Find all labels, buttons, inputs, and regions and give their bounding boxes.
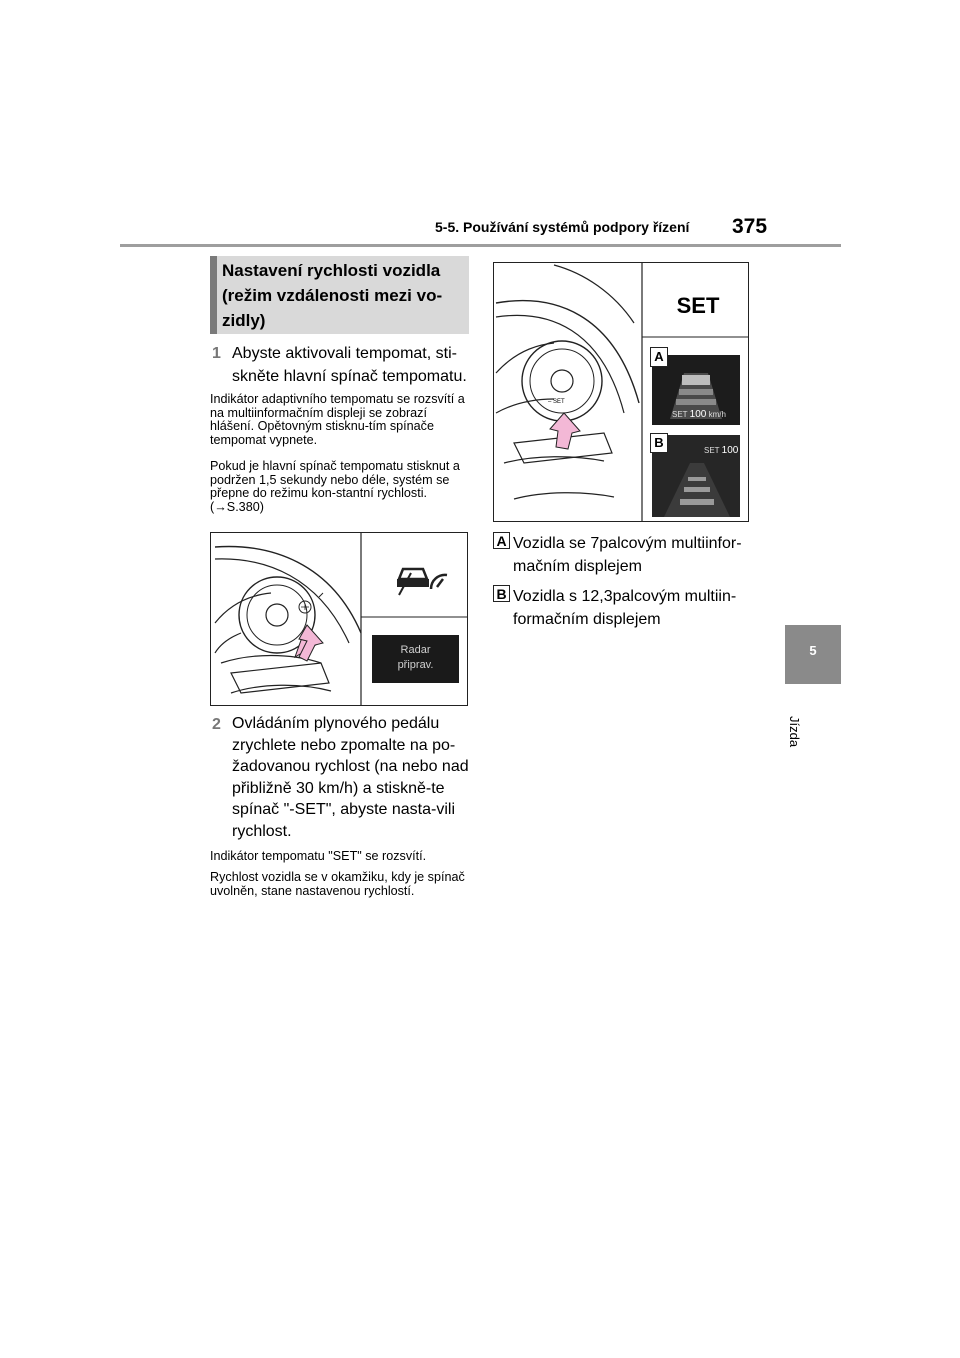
chapter-label-container <box>782 716 806 776</box>
header-rule <box>120 244 841 247</box>
section-title: 5-5. Používání systémů podpory řízení <box>435 219 690 235</box>
legend-text-b: Vozidla s 12,3palcovým multiin-formačním displejem <box>513 588 737 628</box>
step-2-number: 2 <box>212 716 221 733</box>
step-2-note-1: Indikátor tempomatu "SET" se rozsvítí. <box>210 849 427 863</box>
section-heading: Nastavení rychlosti vozidla (režim vzdálenosti mezi vo-zidly) <box>222 261 443 330</box>
figure-set-switch <box>493 262 749 522</box>
display-a-readout <box>672 409 726 420</box>
display-message-line2: připrav. <box>397 659 434 671</box>
page-number: 375 <box>732 215 768 238</box>
step-1-number: 1 <box>212 345 221 362</box>
display-message-line1: Radar <box>400 644 431 656</box>
callout-b: B <box>650 433 668 453</box>
figure-1-illustration <box>211 533 467 705</box>
chapter-number: 5 <box>809 643 817 658</box>
step-1-note-1: Indikátor adaptivního tempomatu se rozsvítí a na multiinformačním displeji se zobrazí hlášení. Opětovným stisknu-tím spínače tempomat vypnete. <box>210 392 465 447</box>
set-indicator: SET <box>676 293 720 318</box>
set-switch-label: – SET <box>548 399 565 405</box>
display-a-speed: 100 <box>689 409 707 420</box>
display-a-unit: km/h <box>708 410 726 419</box>
figure-steering-switch-main <box>210 532 468 706</box>
step-2-text: Ovládáním plynového pedálu zrychlete nebo zpomalte na po-žadovanou rychlost (na nebo nad přibližně 30 km/h) a stiskně-te spínač "-SET", abyste nasta-vili rychlost. <box>232 715 469 840</box>
legend-key-b: B <box>493 585 510 602</box>
legend-text-a: Vozidla se 7palcovým multiinfor-mačním displejem <box>513 535 742 575</box>
legend-key-a: A <box>493 532 510 549</box>
display-b-set: SET <box>704 446 720 455</box>
display-a-set: SET <box>672 410 688 419</box>
display-b-readout <box>704 445 738 456</box>
callout-a: A <box>650 347 668 367</box>
display-b-speed: 100 <box>721 445 739 456</box>
cruise-control-icon <box>397 569 447 595</box>
step-1-text: Abyste aktivovali tempomat, sti-skněte hlavní spínač tempomatu. <box>232 345 467 385</box>
chapter-label: Jízda <box>787 716 802 748</box>
step-2-note-2: Rychlost vozidla se v okamžiku, kdy je spínač uvolněn, stane nastavenou rychlostí. <box>210 870 465 898</box>
step-1-note-2: Pokud je hlavní spínač tempomatu stisknut a podržen 1,5 sekundy nebo déle, systém se přepne do režimu kon-stantní rychlosti. (→S.380) <box>210 459 460 514</box>
